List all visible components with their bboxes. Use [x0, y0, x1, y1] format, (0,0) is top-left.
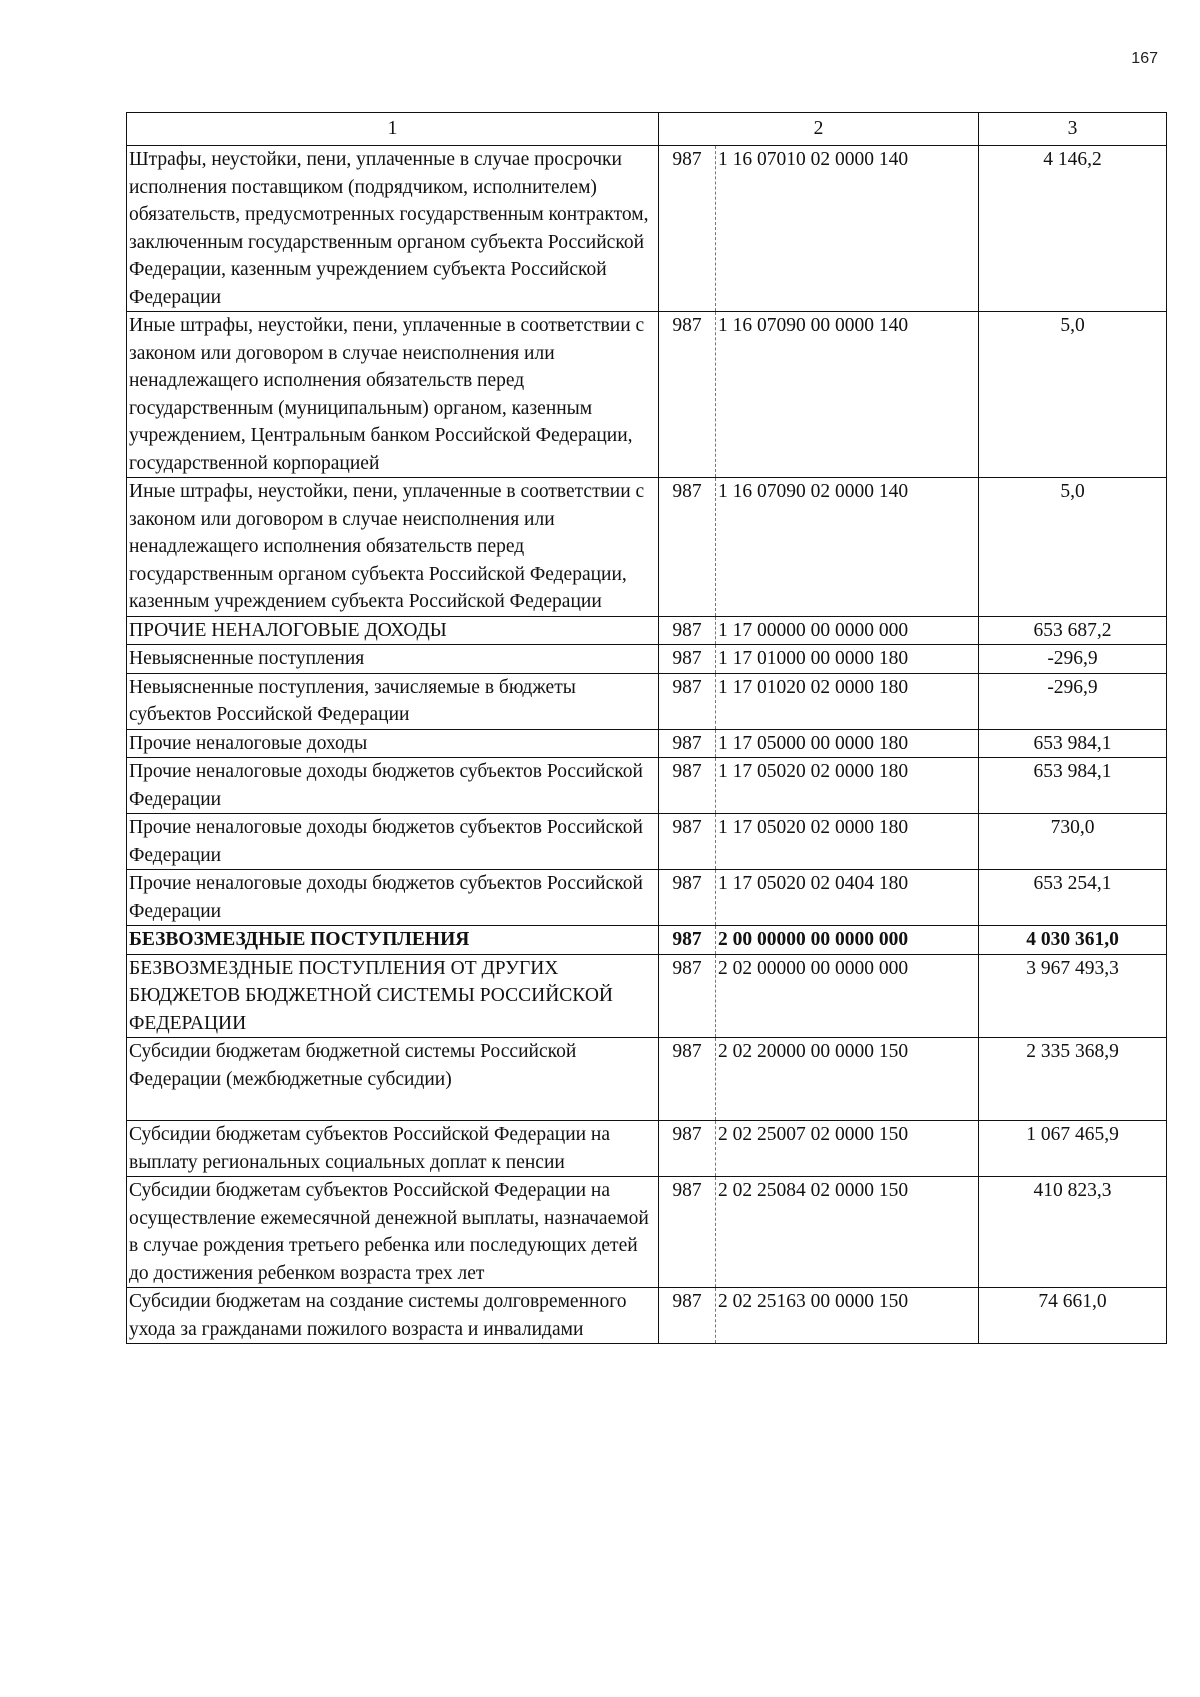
row-amount: 5,0 [979, 478, 1167, 617]
row-amount: 653 984,1 [979, 729, 1167, 758]
table-row [127, 478, 1167, 617]
row-amount: -296,9 [979, 673, 1167, 729]
page-number: 167 [1131, 50, 1158, 67]
row-classification-code: 1 17 05020 02 0000 180 [716, 814, 979, 870]
row-name: Невыясненные поступления, зачисляемые в бюджеты субъектов Российской Федерации [127, 673, 659, 729]
row-classification-code: 1 17 01000 00 0000 180 [716, 645, 979, 674]
row-name: Прочие неналоговые доходы [127, 729, 659, 758]
row-name: Субсидии бюджетам субъектов Российской Федерации на осуществление ежемесячной денежной выплаты, назначаемой в случае рождения третьего ребенка или последующих детей до достижения ребенком возраста трех лет [127, 1177, 659, 1288]
table-row [127, 645, 1167, 674]
row-classification-code: 1 17 01020 02 0000 180 [716, 673, 979, 729]
row-admin-code: 987 [659, 1177, 716, 1288]
row-admin-code: 987 [659, 645, 716, 674]
row-classification-code: 2 02 25084 02 0000 150 [716, 1177, 979, 1288]
table-row [127, 1121, 1167, 1177]
row-name: Субсидии бюджетам бюджетной системы Российской Федерации (межбюджетные субсидии) [127, 1038, 659, 1121]
row-admin-code: 987 [659, 312, 716, 478]
table-row [127, 926, 1167, 955]
row-admin-code: 987 [659, 814, 716, 870]
row-name: Прочие неналоговые доходы бюджетов субъектов Российской Федерации [127, 870, 659, 926]
row-admin-code: 987 [659, 478, 716, 617]
row-name: Субсидии бюджетам на создание системы долговременного ухода за гражданами пожилого возраста и инвалидами [127, 1288, 659, 1344]
table-row [127, 312, 1167, 478]
row-amount: 4 030 361,0 [979, 926, 1167, 955]
header-col-1: 1 [127, 113, 659, 146]
row-classification-code: 2 00 00000 00 0000 000 [716, 926, 979, 955]
row-admin-code: 987 [659, 146, 716, 312]
row-amount: 653 687,2 [979, 616, 1167, 645]
header-col-3: 3 [979, 113, 1167, 146]
row-classification-code: 2 02 20000 00 0000 150 [716, 1038, 979, 1121]
row-classification-code: 1 17 00000 00 0000 000 [716, 616, 979, 645]
row-amount: 4 146,2 [979, 146, 1167, 312]
table-row [127, 1038, 1167, 1121]
row-name: Иные штрафы, неустойки, пени, уплаченные в соответствии с законом или договором в случае неисполнения или ненадлежащего исполнения обязательств перед государственным (муниципальным) органом, казенным учреждением, Центральным банком Российской Федерации, государственной корпорацией [127, 312, 659, 478]
row-classification-code: 2 02 00000 00 0000 000 [716, 954, 979, 1038]
row-classification-code: 1 16 07090 02 0000 140 [716, 478, 979, 617]
row-admin-code: 987 [659, 1121, 716, 1177]
table-row [127, 616, 1167, 645]
row-amount: 653 984,1 [979, 758, 1167, 814]
row-name: Субсидии бюджетам субъектов Российской Федерации на выплату региональных социальных доплат к пенсии [127, 1121, 659, 1177]
row-admin-code: 987 [659, 758, 716, 814]
row-admin-code: 987 [659, 1288, 716, 1344]
table-row [127, 1288, 1167, 1344]
row-name: ПРОЧИЕ НЕНАЛОГОВЫЕ ДОХОДЫ [127, 616, 659, 645]
row-admin-code: 987 [659, 926, 716, 955]
row-name: БЕЗВОЗМЕЗДНЫЕ ПОСТУПЛЕНИЯ ОТ ДРУГИХ БЮДЖЕТОВ БЮДЖЕТНОЙ СИСТЕМЫ РОССИЙСКОЙ ФЕДЕРАЦИИ [127, 954, 659, 1038]
row-name: Невыясненные поступления [127, 645, 659, 674]
row-amount: 5,0 [979, 312, 1167, 478]
row-amount: 3 967 493,3 [979, 954, 1167, 1038]
table-row [127, 673, 1167, 729]
row-classification-code: 1 16 07090 00 0000 140 [716, 312, 979, 478]
row-amount: 410 823,3 [979, 1177, 1167, 1288]
table-row [127, 870, 1167, 926]
row-name: БЕЗВОЗМЕЗДНЫЕ ПОСТУПЛЕНИЯ [127, 926, 659, 955]
row-amount: 2 335 368,9 [979, 1038, 1167, 1121]
row-amount: 730,0 [979, 814, 1167, 870]
table-row [127, 729, 1167, 758]
row-admin-code: 987 [659, 673, 716, 729]
row-amount: 653 254,1 [979, 870, 1167, 926]
row-amount: 74 661,0 [979, 1288, 1167, 1344]
table-row [127, 1177, 1167, 1288]
row-classification-code: 1 17 05020 02 0404 180 [716, 870, 979, 926]
table-header-row [127, 113, 1167, 146]
row-name: Иные штрафы, неустойки, пени, уплаченные в соответствии с законом или договором в случае неисполнения или ненадлежащего исполнения обязательств перед государственным органом субъекта Российской Федерации, казенным учреждением субъекта Российской Федерации [127, 478, 659, 617]
row-classification-code: 1 17 05020 02 0000 180 [716, 758, 979, 814]
table-row [127, 146, 1167, 312]
row-classification-code: 1 17 05000 00 0000 180 [716, 729, 979, 758]
row-amount: 1 067 465,9 [979, 1121, 1167, 1177]
table-row [127, 758, 1167, 814]
table-row [127, 954, 1167, 1038]
row-admin-code: 987 [659, 870, 716, 926]
row-name: Прочие неналоговые доходы бюджетов субъектов Российской Федерации [127, 758, 659, 814]
header-col-2: 2 [659, 113, 979, 146]
row-amount: -296,9 [979, 645, 1167, 674]
revenue-table [126, 112, 1167, 1344]
row-classification-code: 2 02 25163 00 0000 150 [716, 1288, 979, 1344]
row-admin-code: 987 [659, 729, 716, 758]
table-row [127, 814, 1167, 870]
row-classification-code: 2 02 25007 02 0000 150 [716, 1121, 979, 1177]
row-classification-code: 1 16 07010 02 0000 140 [716, 146, 979, 312]
row-name: Прочие неналоговые доходы бюджетов субъектов Российской Федерации [127, 814, 659, 870]
row-admin-code: 987 [659, 1038, 716, 1121]
row-admin-code: 987 [659, 616, 716, 645]
row-name: Штрафы, неустойки, пени, уплаченные в случае просрочки исполнения поставщиком (подрядчиком, исполнителем) обязательств, предусмотренных государственным контрактом, заключенным государственным органом субъекта Российской Федерации, казенным учреждением субъекта Российской Федерации [127, 146, 659, 312]
row-admin-code: 987 [659, 954, 716, 1038]
